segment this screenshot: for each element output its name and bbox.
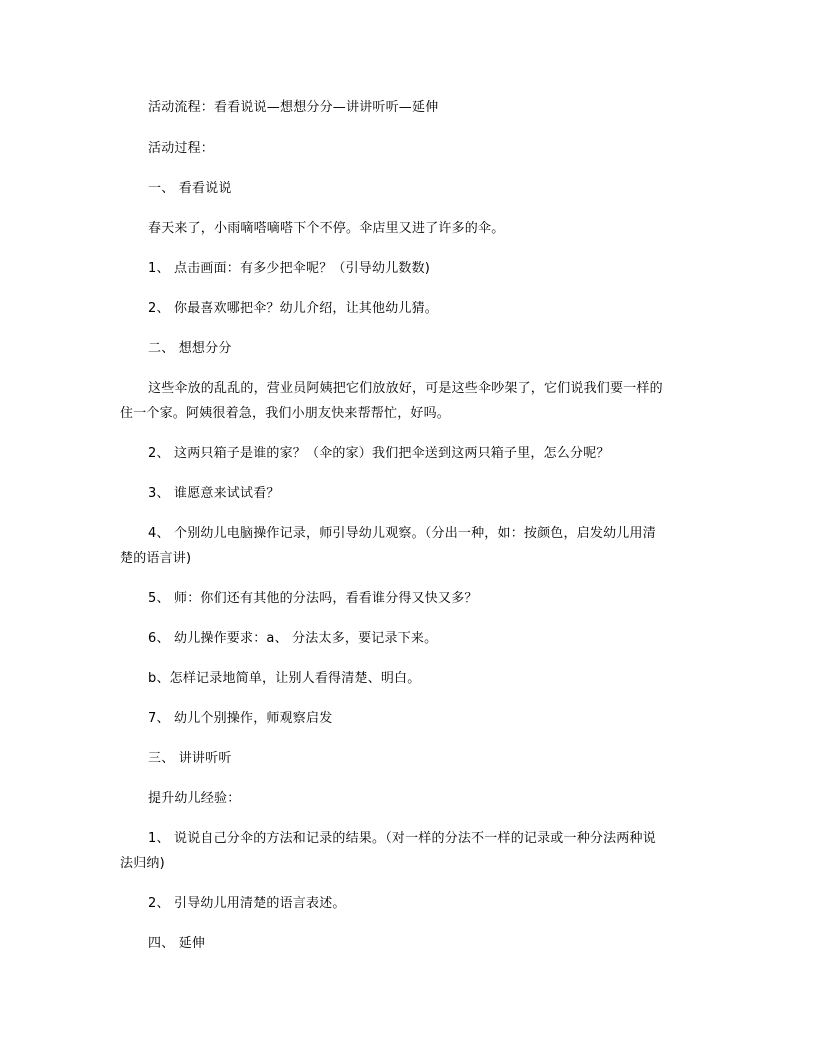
section4-heading: 四、 延伸: [148, 936, 206, 951]
process-heading: 活动过程：: [148, 141, 215, 156]
section2-item-7: 7、 幼儿个别操作，师观察启发: [148, 711, 333, 726]
section2-item-3: 3、 谁愿意来试试看？: [148, 486, 280, 501]
section2-paragraph-line-1: 这些伞放的乱乱的，营业员阿姨把它们放放好，可是这些伞吵架了，它们说我们要一样的: [148, 381, 663, 396]
section2-item-6b: b、怎样记录地简单，让别人看得清楚、明白。: [148, 671, 421, 686]
section3-intro: 提升幼儿经验：: [148, 791, 241, 806]
section1-item-1: 1、 点击画面：有多少把伞呢？（引导幼儿数数): [148, 261, 431, 276]
section3-item-2: 2、 引导幼儿用清楚的语言表述。: [148, 896, 346, 911]
section3-item-1-line-1: 1、 说说自己分伞的方法和记录的结果。（对一样的分法不一样的记录或一种分法两种说: [148, 831, 656, 846]
section1-item-2: 2、 你最喜欢哪把伞？幼儿介绍，让其他幼儿猜。: [148, 301, 439, 316]
section3-item-1-line-2: 法归纳): [120, 856, 165, 871]
section2-heading: 二、 想想分分: [148, 341, 232, 356]
section1-heading: 一、 看看说说: [148, 181, 232, 196]
activity-flow: 活动流程：看看说说—想想分分—讲讲听听—延伸: [148, 100, 439, 115]
section2-item-6: 6、 幼儿操作要求：a、 分法太多，要记录下来。: [148, 631, 438, 646]
section2-item-5: 5、 师：你们还有其他的分法吗，看看谁分得又快又多？: [148, 591, 478, 606]
section2-item-4-line-1: 4、 个别幼儿电脑操作记录，师引导幼儿观察。（分出一种，如：按颜色，启发幼儿用清: [148, 526, 656, 541]
section2-paragraph-line-2: 住一个家。阿姨很着急，我们小朋友快来帮帮忙，好吗。: [120, 406, 451, 421]
section1-intro: 春天来了，小雨嘀嗒嘀嗒下个不停。伞店里又进了许多的伞。: [148, 221, 505, 236]
section2-item-4-line-2: 楚的语言讲): [120, 551, 192, 566]
section2-item-2: 2、 这两只箱子是谁的家？（伞的家）我们把伞送到这两只箱子里，怎么分呢？: [148, 446, 610, 461]
section3-heading: 三、 讲讲听听: [148, 751, 232, 766]
